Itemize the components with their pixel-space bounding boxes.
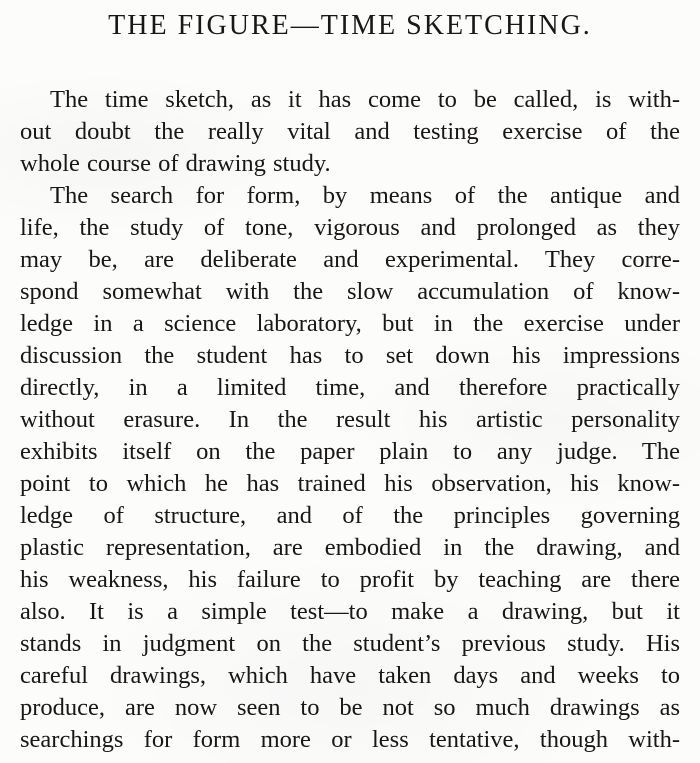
page-title: THE FIGURE—TIME SKETCHING. (108, 10, 592, 41)
text-line: The search for form, by means of the antique and (50, 182, 680, 209)
text-line: exhibits itself on the paper plain to any judge. The (20, 438, 680, 465)
text-line: produce, are now seen to be not so much drawings as (20, 694, 680, 721)
text-line: out doubt the really vital and testing exercise of the (20, 118, 680, 145)
text-line: stands in judgment on the student’s previous study. His (20, 630, 680, 657)
text-line: life, the study of tone, vigorous and prolonged as they (20, 214, 680, 241)
text-line: may be, are deliberate and experimental. They corre- (20, 246, 680, 273)
text-line: also. It is a simple test—to make a drawing, but it (20, 598, 680, 625)
text-line: point to which he has trained his observation, his know- (20, 470, 680, 497)
paragraph (20, 180, 680, 756)
text-line: without erasure. In the result his artistic personality (20, 406, 680, 433)
text-line: directly, in a limited time, and therefore practically (20, 374, 680, 401)
text-line: ledge in a science laboratory, but in the exercise under (20, 310, 680, 337)
paragraph (20, 84, 680, 180)
text-line: his weakness, his failure to profit by teaching are there (20, 566, 680, 593)
text-line: plastic representation, are embodied in the drawing, and (20, 534, 680, 561)
text-line: ledge of structure, and of the principles governing (20, 502, 680, 529)
text-line: The time sketch, as it has come to be called, is with- (50, 86, 680, 113)
text-line: spond somewhat with the slow accumulation of know- (20, 278, 680, 305)
text-line: whole course of drawing study. (20, 150, 331, 177)
body-text (20, 84, 680, 756)
text-line: searchings for form more or less tentative, though with- (20, 726, 680, 753)
text-line: discussion the student has to set down his impressions (20, 342, 680, 369)
text-line: careful drawings, which have taken days and weeks to (20, 662, 680, 689)
